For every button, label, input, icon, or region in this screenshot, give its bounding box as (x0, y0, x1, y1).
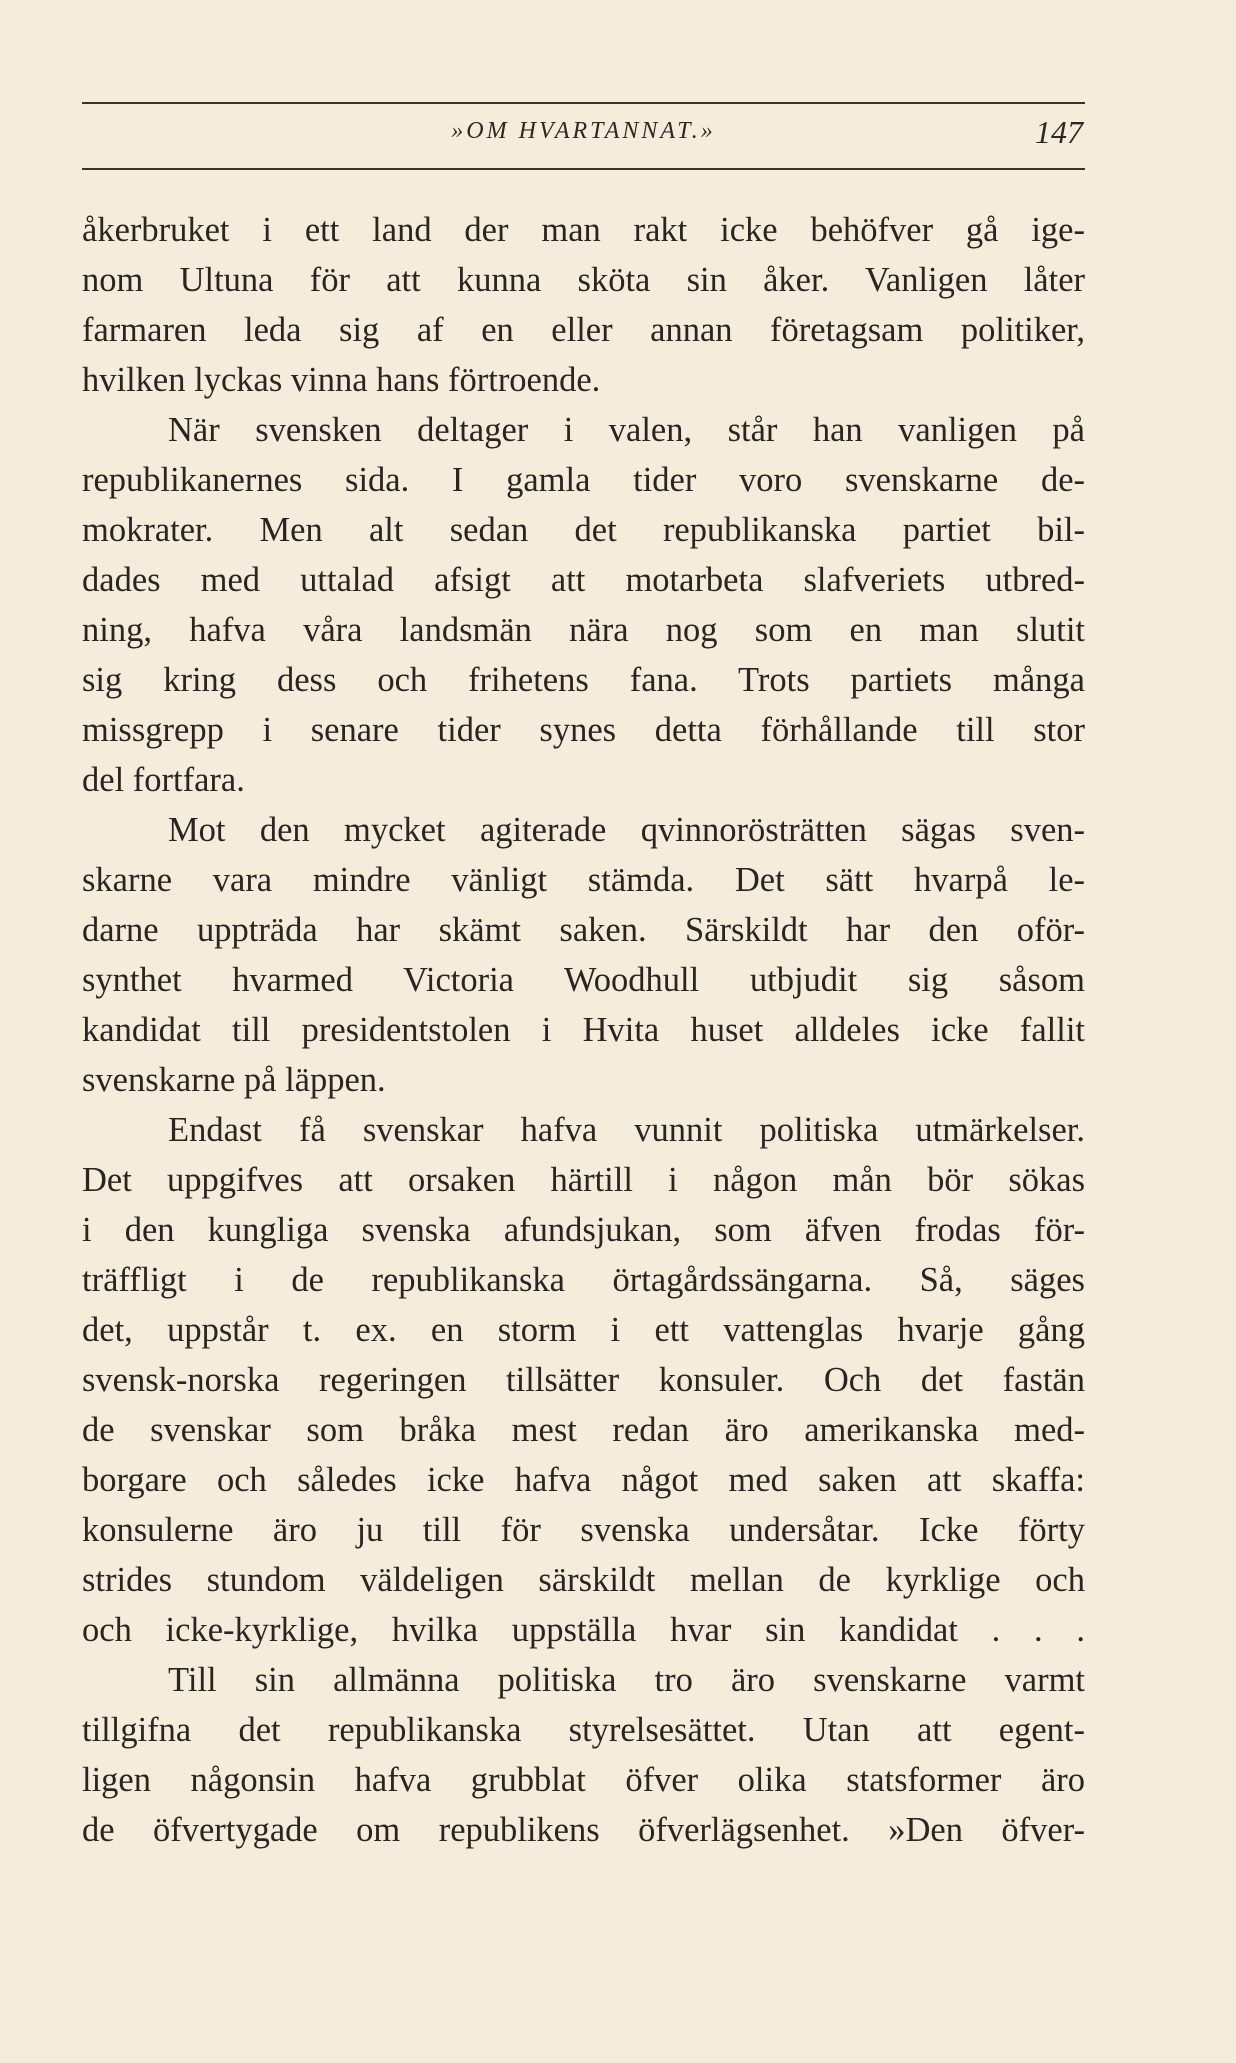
header-rule-bottom (82, 168, 1085, 170)
text-line: strides stundom väldeligen särskildt mellan de kyrklige och (82, 1561, 1085, 1599)
text-line: dades med uttalad afsigt att motarbeta slafveriets utbred- (82, 561, 1085, 599)
text-line: Endast få svenskar hafva vunnit politiska utmärkelser. (168, 1111, 1085, 1149)
text-line: svenskarne på läppen. (82, 1061, 386, 1099)
text-line: När svensken deltager i valen, står han vanligen på (168, 411, 1085, 449)
text-line: de svenskar som bråka mest redan äro amerikanska med- (82, 1411, 1085, 1449)
running-head: »OM HVARTANNAT.» (451, 118, 716, 144)
text-line: och icke-kyrklige, hvilka uppställa hvar sin kandidat . . . (82, 1611, 1085, 1649)
text-line: åkerbruket i ett land der man rakt icke behöfver gå ige- (82, 211, 1085, 249)
text-line: missgrepp i senare tider synes detta förhållande till stor (82, 711, 1085, 749)
page-header (82, 112, 1085, 160)
text-line: ning, hafva våra landsmän nära nog som en man slutit (82, 611, 1085, 649)
text-line: synthet hvarmed Victoria Woodhull utbjudit sig såsom (82, 961, 1085, 999)
text-line: de öfvertygade om republikens öfverlägsenhet. »Den öfver- (82, 1811, 1085, 1849)
text-line: skarne vara mindre vänligt stämda. Det sätt hvarpå le- (82, 861, 1085, 899)
text-line: tillgifna det republikanska styrelsesättet. Utan att egent- (82, 1711, 1085, 1749)
header-rule-top (82, 102, 1085, 104)
text-line: i den kungliga svenska afundsjukan, som äfven frodas för- (82, 1211, 1085, 1249)
text-line: hvilken lyckas vinna hans förtroende. (82, 361, 601, 399)
text-line: republikanernes sida. I gamla tider voro svenskarne de- (82, 461, 1085, 499)
text-line: del fortfara. (82, 761, 245, 799)
text-line: sig kring dess och frihetens fana. Trots partiets många (82, 661, 1085, 699)
page-number: 147 (1035, 114, 1083, 150)
text-line: borgare och således icke hafva något med saken att skaffa: (82, 1461, 1085, 1499)
text-line: ligen någonsin hafva grubblat öfver olika statsformer äro (82, 1761, 1085, 1799)
body-text (82, 205, 1085, 1855)
text-line: svensk-norska regeringen tillsätter konsuler. Och det fastän (82, 1361, 1085, 1399)
text-line: Mot den mycket agiterade qvinnorösträtten sägas sven- (168, 811, 1085, 849)
text-line: Till sin allmänna politiska tro äro svenskarne varmt (168, 1661, 1085, 1699)
text-line: mokrater. Men alt sedan det republikanska partiet bil- (82, 511, 1085, 549)
text-line: det, uppstår t. ex. en storm i ett vattenglas hvarje gång (82, 1311, 1085, 1349)
text-line: Det uppgifves att orsaken härtill i någon mån bör sökas (82, 1161, 1085, 1199)
text-line: konsulerne äro ju till för svenska undersåtar. Icke förty (82, 1511, 1085, 1549)
text-line: kandidat till presidentstolen i Hvita huset alldeles icke fallit (82, 1011, 1085, 1049)
text-line: darne uppträda har skämt saken. Särskildt har den oför- (82, 911, 1085, 949)
text-line: träffligt i de republikanska örtagårdssängarna. Så, säges (82, 1261, 1085, 1299)
text-line: nom Ultuna för att kunna sköta sin åker. Vanligen låter (82, 261, 1085, 299)
text-line: farmaren leda sig af en eller annan företagsam politiker, (82, 311, 1085, 349)
